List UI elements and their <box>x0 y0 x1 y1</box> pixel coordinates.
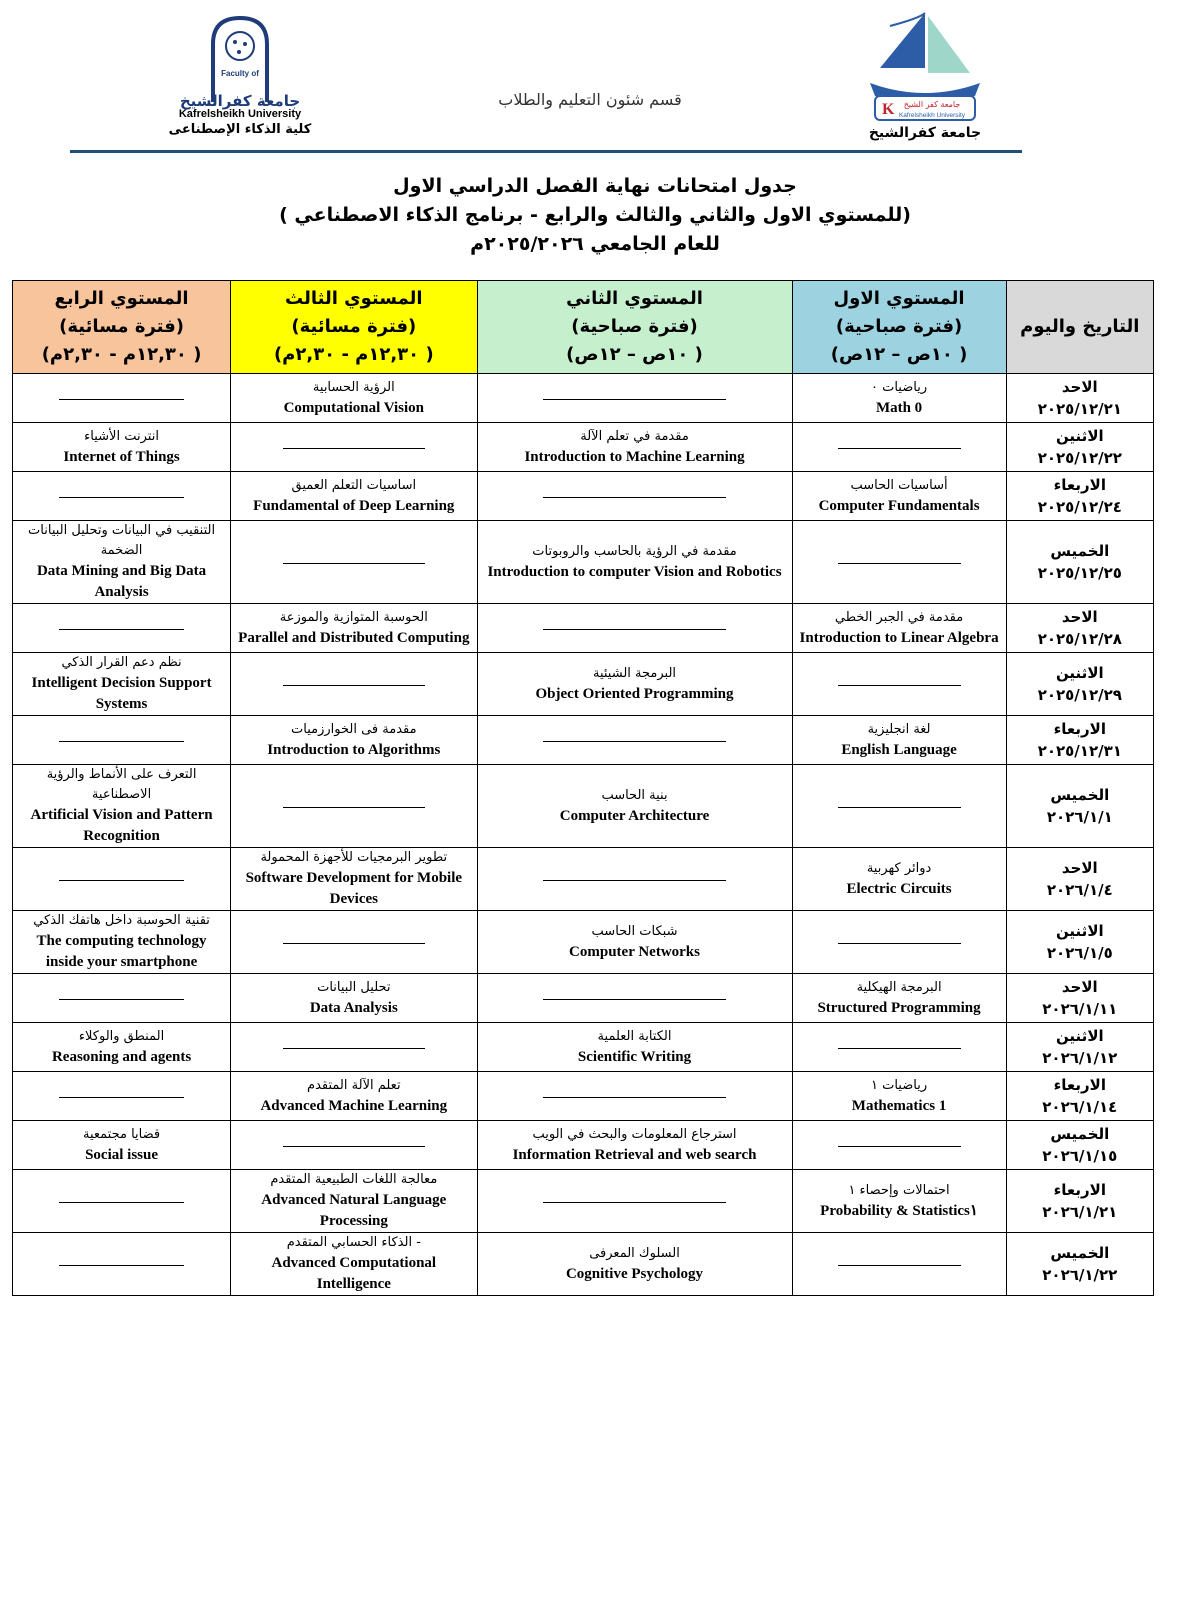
level2-cell <box>477 423 792 472</box>
day-name: الاثنين <box>1055 427 1104 445</box>
level2-cell <box>477 653 792 716</box>
header-date-label: التاريخ واليوم <box>1020 316 1140 337</box>
no-exam-line <box>59 497 184 498</box>
level3-cell <box>231 374 477 423</box>
level4-cell <box>13 1023 231 1072</box>
date-cell <box>1006 911 1153 974</box>
day-name: الاحد <box>1061 978 1098 996</box>
level1-cell <box>792 423 1006 472</box>
course-name-english: Information Retrieval and web search <box>512 1146 757 1163</box>
level2-time: ( ١٠ص – ١٢ص) <box>566 344 703 365</box>
course-name-arabic: التعرف على الأنماط والرؤية الاصطناعية <box>46 767 197 802</box>
level4-time: ( ١٢,٣٠م - ٢,٣٠م) <box>41 344 202 365</box>
course-name-english: Reasoning and agents <box>51 1048 192 1065</box>
header-level4 <box>13 281 231 374</box>
table-row <box>13 716 1154 765</box>
course-name-arabic: الكتابة العلمية <box>597 1028 672 1044</box>
course-name-english: Internet of Things <box>63 448 180 465</box>
level2-cell <box>477 1072 792 1121</box>
level1-period: (فترة صباحية) <box>835 316 963 337</box>
course-name-arabic: رياضيات ٠ <box>870 379 928 395</box>
level1-cell <box>792 716 1006 765</box>
day-name: الاثنين <box>1055 664 1104 682</box>
level4-cell <box>13 716 231 765</box>
level4-cell <box>13 374 231 423</box>
page-header <box>0 0 1190 160</box>
exam-date: ٢٠٢٦/١/٥ <box>1046 944 1113 962</box>
no-exam-line <box>283 685 425 686</box>
level3-cell <box>231 1023 477 1072</box>
course-name-arabic: تعلم الآلة المتقدم <box>307 1077 401 1093</box>
table-row <box>13 848 1154 911</box>
table-row <box>13 911 1154 974</box>
level3-period: (فترة مسائية) <box>291 316 417 337</box>
level1-cell <box>792 472 1006 521</box>
no-exam-line <box>59 880 184 881</box>
header-level3 <box>231 281 477 374</box>
course-name-arabic: معالجة اللغات الطبيعية المتقدم <box>270 1172 438 1187</box>
level4-cell <box>13 604 231 653</box>
no-exam-line <box>838 448 961 449</box>
day-name: الاحد <box>1061 859 1098 877</box>
level3-cell <box>231 653 477 716</box>
course-name-arabic: لغة انجليزية <box>867 721 931 737</box>
level4-cell <box>13 1072 231 1121</box>
level2-name: المستوي الثاني <box>566 288 703 309</box>
day-name: الاحد <box>1061 378 1098 396</box>
level3-cell <box>231 423 477 472</box>
date-cell <box>1006 423 1153 472</box>
date-cell <box>1006 765 1153 848</box>
level3-cell <box>231 521 477 604</box>
no-exam-line <box>543 741 727 742</box>
header-rule <box>70 150 1022 153</box>
level2-cell <box>477 374 792 423</box>
no-exam-line <box>59 1202 184 1203</box>
no-exam-line <box>283 1048 425 1049</box>
no-exam-line <box>283 807 425 808</box>
course-name-arabic: الحوسبة المتوازية والموزعة <box>279 609 428 625</box>
no-exam-line <box>543 1097 727 1098</box>
level4-cell <box>13 423 231 472</box>
no-exam-line <box>543 399 727 400</box>
level4-cell <box>13 1170 231 1233</box>
course-name-english: The computing technology inside your smartphone <box>36 933 207 970</box>
table-row <box>13 765 1154 848</box>
no-exam-line <box>838 1265 961 1266</box>
course-name-arabic: نظم دعم القرار الذكي <box>61 655 182 670</box>
no-exam-line <box>543 1202 727 1203</box>
faculty-logo-english: Kafrelsheikh University <box>178 108 302 120</box>
no-exam-line <box>838 563 961 564</box>
no-exam-line <box>838 807 961 808</box>
course-name-english: Introduction to computer Vision and Robotics <box>487 563 782 580</box>
exam-date: ٢٠٢٥/١٢/٢١ <box>1037 400 1122 418</box>
date-cell <box>1006 521 1153 604</box>
level3-cell <box>231 1121 477 1170</box>
course-name-english: Social issue <box>85 1146 159 1163</box>
level1-cell <box>792 848 1006 911</box>
date-cell <box>1006 974 1153 1023</box>
level1-cell <box>792 1233 1006 1296</box>
university-caption: جامعة كفرالشيخ <box>868 125 982 141</box>
level1-cell <box>792 604 1006 653</box>
course-name-english: Artificial Vision and Pattern Recognition <box>30 807 213 844</box>
table-row <box>13 1233 1154 1296</box>
course-name-english: Mathematics 1 <box>851 1097 947 1114</box>
course-name-english: Introduction to Machine Learning <box>524 448 745 465</box>
day-name: الاثنين <box>1055 1027 1104 1045</box>
course-name-english: Advanced Machine Learning <box>260 1097 448 1114</box>
level4-cell <box>13 911 231 974</box>
course-name-arabic: البرمجة الشيئية <box>592 665 677 681</box>
course-name-arabic: - الذكاء الحسابي المتقدم <box>286 1235 421 1250</box>
table-header-row <box>13 281 1154 374</box>
title-line-3: للعام الجامعي ٢٠٢٥/٢٠٢٦م <box>470 233 720 255</box>
date-cell <box>1006 1023 1153 1072</box>
level3-time: ( ١٢,٣٠م - ٢,٣٠م) <box>273 344 434 365</box>
level3-cell <box>231 604 477 653</box>
date-cell <box>1006 604 1153 653</box>
course-name-arabic: البرمجة الهيكلية <box>856 979 942 995</box>
course-name-english: English Language <box>841 741 957 758</box>
no-exam-line <box>283 563 425 564</box>
no-exam-line <box>59 629 184 630</box>
level1-time: ( ١٠ص – ١٢ص) <box>830 344 968 365</box>
exam-date: ٢٠٢٥/١٢/٢٤ <box>1037 498 1122 516</box>
course-name-arabic: احتمالات وإحصاء ١ <box>848 1182 950 1198</box>
document-titles <box>0 172 1190 259</box>
course-name-english: Computational Vision <box>283 399 425 416</box>
level2-cell <box>477 765 792 848</box>
course-name-english: Electric Circuits <box>846 880 952 897</box>
date-cell <box>1006 848 1153 911</box>
no-exam-line <box>543 880 727 881</box>
table-row <box>13 1072 1154 1121</box>
no-exam-line <box>59 399 184 400</box>
day-name: الاثنين <box>1055 922 1104 940</box>
table-row <box>13 521 1154 604</box>
table-row <box>13 1023 1154 1072</box>
day-name: الخميس <box>1050 1244 1110 1262</box>
level2-cell <box>477 1121 792 1170</box>
date-cell <box>1006 1233 1153 1296</box>
course-name-arabic: السلوك المعرفى <box>589 1245 680 1261</box>
day-name: الاربعاء <box>1053 720 1106 738</box>
day-name: الاربعاء <box>1053 476 1106 494</box>
no-exam-line <box>838 685 961 686</box>
level4-cell <box>13 765 231 848</box>
course-name-arabic: تطوير البرمجيات للأجهزة المحمولة <box>260 850 448 865</box>
date-cell <box>1006 1072 1153 1121</box>
course-name-english: Fundamental of Deep Learning <box>253 497 455 514</box>
course-name-arabic: تحليل البيانات <box>317 979 391 995</box>
course-name-english: Object Oriented Programming <box>535 685 734 702</box>
level3-name: المستوي الثالث <box>285 288 423 309</box>
course-name-arabic: بنية الحاسب <box>601 787 668 803</box>
course-name-arabic: مقدمة في تعلم الآلة <box>580 428 689 444</box>
exam-date: ٢٠٢٦/١/٢١ <box>1042 1203 1118 1221</box>
course-name-arabic: أساسيات الحاسب <box>850 477 948 493</box>
no-exam-line <box>283 448 425 449</box>
course-name-arabic: اساسيات التعلم العميق <box>291 477 417 493</box>
course-name-arabic: مقدمة في الرؤية بالحاسب والروبوتات <box>532 543 737 559</box>
no-exam-line <box>59 999 184 1000</box>
no-exam-line <box>838 943 961 944</box>
level3-cell <box>231 1233 477 1296</box>
level3-cell <box>231 1072 477 1121</box>
no-exam-line <box>59 1097 184 1098</box>
no-exam-line <box>838 1048 961 1049</box>
course-name-english: Computer Architecture <box>559 807 710 824</box>
level1-cell <box>792 911 1006 974</box>
level4-period: (فترة مسائية) <box>59 316 185 337</box>
table-row <box>13 653 1154 716</box>
date-cell <box>1006 374 1153 423</box>
day-name: الخميس <box>1050 1125 1110 1143</box>
level4-cell <box>13 1121 231 1170</box>
title-line-1: جدول امتحانات نهاية الفصل الدراسي الاول <box>393 175 797 197</box>
day-name: الاحد <box>1061 608 1098 626</box>
course-name-arabic: انترنت الأشياء <box>84 428 159 444</box>
level1-cell <box>792 521 1006 604</box>
course-name-english: Math 0 <box>875 399 923 416</box>
day-name: الاربعاء <box>1053 1076 1106 1094</box>
date-cell <box>1006 472 1153 521</box>
level1-cell <box>792 1121 1006 1170</box>
course-name-arabic: دوائر كهربية <box>866 860 932 876</box>
level4-cell <box>13 521 231 604</box>
exam-date: ٢٠٢٥/١٢/٢٩ <box>1037 686 1122 704</box>
logo-badge-k: K <box>882 101 895 118</box>
course-name-english: Computer Fundamentals <box>818 497 980 514</box>
table-row <box>13 974 1154 1023</box>
logo-faculty-text: Faculty of <box>221 69 259 78</box>
course-name-english: Introduction to Linear Algebra <box>799 629 999 646</box>
exam-date: ٢٠٢٦/١/١١ <box>1042 1000 1118 1018</box>
course-name-arabic: قضايا مجتمعية <box>83 1126 161 1142</box>
level3-cell <box>231 911 477 974</box>
course-name-english: Software Development for Mobile Devices <box>245 870 463 907</box>
level3-cell <box>231 472 477 521</box>
course-name-english: Probability & Statistics١ <box>820 1202 978 1219</box>
level2-period: (فترة صباحية) <box>571 316 698 337</box>
department-name: قسم شئون التعليم والطلاب <box>498 90 682 109</box>
logo-badge-ar: جامعة كفر الشيخ <box>903 100 961 109</box>
level1-cell <box>792 1023 1006 1072</box>
exam-date: ٢٠٢٥/١٢/٢٨ <box>1037 630 1122 648</box>
course-name-arabic: تقنية الحوسبة داخل هاتفك الذكي <box>33 913 210 928</box>
exam-date: ٢٠٢٥/١٢/٢٢ <box>1037 449 1122 467</box>
no-exam-line <box>283 943 425 944</box>
course-name-english: Intelligent Decision Support Systems <box>31 675 212 712</box>
header-level2 <box>477 281 792 374</box>
table-row <box>13 1170 1154 1233</box>
no-exam-line <box>283 1146 425 1147</box>
level2-cell <box>477 1170 792 1233</box>
level3-cell <box>231 848 477 911</box>
day-name: الخميس <box>1050 542 1110 560</box>
level3-cell <box>231 974 477 1023</box>
faculty-caption: كلية الذكاء الإصطناعى <box>168 122 312 137</box>
course-name-english: Cognitive Psychology <box>565 1265 704 1282</box>
course-name-english: Structured Programming <box>817 999 981 1016</box>
level1-cell <box>792 974 1006 1023</box>
exam-schedule-table <box>12 280 1154 1296</box>
date-cell <box>1006 716 1153 765</box>
level1-cell <box>792 1072 1006 1121</box>
table-row <box>13 472 1154 521</box>
exam-date: ٢٠٢٦/١/١٢ <box>1042 1049 1118 1067</box>
level1-cell <box>792 765 1006 848</box>
course-name-english: Data Mining and Big Data Analysis <box>36 563 207 600</box>
level4-cell <box>13 848 231 911</box>
level4-cell <box>13 1233 231 1296</box>
exam-date: ٢٠٢٦/١/١٥ <box>1042 1147 1118 1165</box>
level4-name: المستوي الرابع <box>54 288 189 309</box>
table-row <box>13 374 1154 423</box>
exam-date: ٢٠٢٦/١/١٤ <box>1042 1098 1118 1116</box>
level2-cell <box>477 911 792 974</box>
date-cell <box>1006 1121 1153 1170</box>
course-name-english: Parallel and Distributed Computing <box>238 629 470 646</box>
logo-badge-en: Kafrelsheikh University <box>898 112 966 119</box>
exam-date: ٢٠٢٦/١/١ <box>1046 808 1113 826</box>
header-level1 <box>792 281 1006 374</box>
course-name-arabic: شبكات الحاسب <box>591 923 678 939</box>
exam-date: ٢٠٢٦/١/٢٢ <box>1042 1266 1118 1284</box>
level2-cell <box>477 1023 792 1072</box>
level1-cell <box>792 374 1006 423</box>
course-name-english: Scientific Writing <box>577 1048 692 1065</box>
level1-name: المستوي الاول <box>833 288 965 309</box>
course-name-english: Introduction to Algorithms <box>267 741 441 758</box>
level2-cell <box>477 716 792 765</box>
level2-cell <box>477 1233 792 1296</box>
no-exam-line <box>543 497 727 498</box>
exam-date: ٢٠٢٥/١٢/٢٥ <box>1037 564 1122 582</box>
course-name-arabic: استرجاع المعلومات والبحث في الويب <box>532 1126 737 1142</box>
level1-cell <box>792 1170 1006 1233</box>
course-name-arabic: الرؤية الحسابية <box>312 379 395 395</box>
course-name-arabic: رياضيات ١ <box>870 1077 928 1093</box>
course-name-english: Advanced Computational Intelligence <box>271 1255 437 1292</box>
course-name-english: Computer Networks <box>569 943 700 960</box>
level2-cell <box>477 521 792 604</box>
faculty-ai-logo <box>205 14 275 104</box>
level3-cell <box>231 1170 477 1233</box>
exam-date: ٢٠٢٥/١٢/٣١ <box>1037 742 1122 760</box>
level4-cell <box>13 974 231 1023</box>
level2-cell <box>477 604 792 653</box>
schedule-body <box>13 374 1154 1296</box>
table-row <box>13 604 1154 653</box>
level4-cell <box>13 653 231 716</box>
level2-cell <box>477 974 792 1023</box>
table-row <box>13 423 1154 472</box>
table-row <box>13 1121 1154 1170</box>
course-name-arabic: المنطق والوكلاء <box>78 1028 165 1044</box>
level1-cell <box>792 653 1006 716</box>
date-cell <box>1006 1170 1153 1233</box>
no-exam-line <box>59 1265 184 1266</box>
no-exam-line <box>543 629 727 630</box>
level3-cell <box>231 765 477 848</box>
day-name: الخميس <box>1050 786 1110 804</box>
day-name: الاربعاء <box>1053 1181 1106 1199</box>
course-name-english: Data Analysis <box>309 999 398 1016</box>
no-exam-line <box>543 999 727 1000</box>
no-exam-line <box>59 741 184 742</box>
header-date <box>1006 281 1153 374</box>
course-name-arabic: مقدمة فى الخوارزميات <box>291 721 417 737</box>
course-name-arabic: التنقيب في البيانات وتحليل البيانات الضخمة <box>28 523 216 558</box>
course-name-english: Advanced Natural Language Processing <box>261 1192 447 1229</box>
level2-cell <box>477 472 792 521</box>
level4-cell <box>13 472 231 521</box>
course-name-arabic: مقدمة في الجبر الخطي <box>834 609 964 625</box>
level2-cell <box>477 848 792 911</box>
level3-cell <box>231 716 477 765</box>
date-cell <box>1006 653 1153 716</box>
faculty-logo-arabic: جامعة كفرالشيخ <box>179 92 301 110</box>
no-exam-line <box>838 1146 961 1147</box>
exam-date: ٢٠٢٦/١/٤ <box>1046 881 1113 899</box>
kafrelsheikh-university-logo <box>860 8 990 128</box>
title-line-2: (للمستوي الاول والثاني والثالث والرابع - برنامج الذكاء الاصطناعي ) <box>279 204 911 226</box>
